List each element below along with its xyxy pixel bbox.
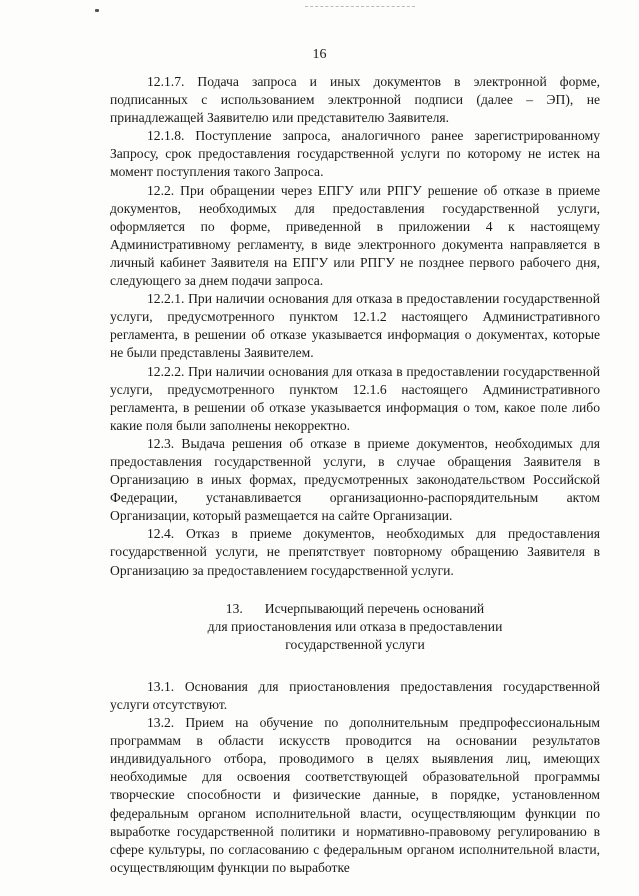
section-heading-13 [110, 600, 600, 654]
paragraph-12-1-8: 12.1.8. Поступление запроса, аналогичного ранее зарегистрированному Запросу, срок предоставления государственной услуги по которому не истек на момент поступления такого Запроса. [110, 128, 600, 180]
paragraph-12-1-7: 12.1.7. Подача запроса и иных документов в электронной форме, подписанных с использованием электронной подписи (далее – ЭП), не принадлежащей Заявителю или представителю Заявителя. [110, 74, 600, 126]
scan-artifact [95, 9, 99, 12]
paragraph-12-2: 12.2. При обращении через ЕПГУ или РПГУ решение об отказе в приеме документов, необходимых для предоставления государственной услуги, оформляется по форме, приведенной в приложении 4 к настоящему Административному регламенту, в виде электронного документа направляется в личный кабинет Заявителя на ЕПГУ или РПГУ не позднее первого рабочего дня, следующего за днем подачи запроса. [110, 182, 600, 289]
document-body [110, 73, 600, 877]
paragraph-13-1: 13.1. Основания для приостановления предоставления государственной услуги отсутствуют. [110, 678, 600, 712]
page-number: 16 [312, 47, 327, 62]
section-title-part-1: Исчерпывающий перечень оснований [264, 600, 485, 616]
top-scan-rule [305, 6, 415, 8]
section-title-part-2: для приостановления или отказа в предоставлении [207, 618, 503, 634]
section-number: 13. [225, 600, 243, 616]
section-title-part-3: государственной услуги [285, 636, 425, 652]
section-heading-line-1 [110, 600, 600, 618]
paragraph-12-2-1: 12.2.1. При наличии основания для отказа в предоставлении государственной услуги, предусмотренного пунктом 12.1.2 настоящего Административного регламента, в решении об отказе указывается информация о документах, которые не были представлены Заявителем. [110, 291, 600, 361]
paragraph-13-2: 13.2. Прием на обучение по дополнительным предпрофессиональным программам в области искусств проводится на основании результатов индивидуального отбора, проводимого в целях выявления лиц, имеющих необходимые для освоения соответствующей образовательной программы творческие способности и физические данные, в порядке, установленном федеральным органом исполнительной власти, осуществляющим функции по выработке государственной политики и нормативно-правовому регулированию в сфере культуры, по согласованию с федеральным органом исполнительной власти, осуществляющим функции по выработке [110, 715, 600, 875]
paragraph-12-2-2: 12.2.2. При наличии основания для отказа в предоставлении государственной услуги, предусмотренного пунктом 12.1.6 настоящего Административного регламента, в решении об отказе указывается информация о том, какое поле либо какие поля были заполнены некорректно. [110, 363, 600, 433]
paragraph-12-4: 12.4. Отказ в приеме документов, необходимых для предоставления государственной услуги, не препятствует повторному обращению Заявителя в Организацию за предоставлением государственной услуги. [110, 526, 600, 578]
paragraph-12-3: 12.3. Выдача решения об отказе в приеме документов, необходимых для предоставления государственной услуги, в случае обращения Заявителя в Организацию в иных формах, предусмотренных законодательством Российской Федерации, устанавливается организационно-распорядительным актом Организации, который размещается на сайте Организации. [110, 435, 600, 524]
